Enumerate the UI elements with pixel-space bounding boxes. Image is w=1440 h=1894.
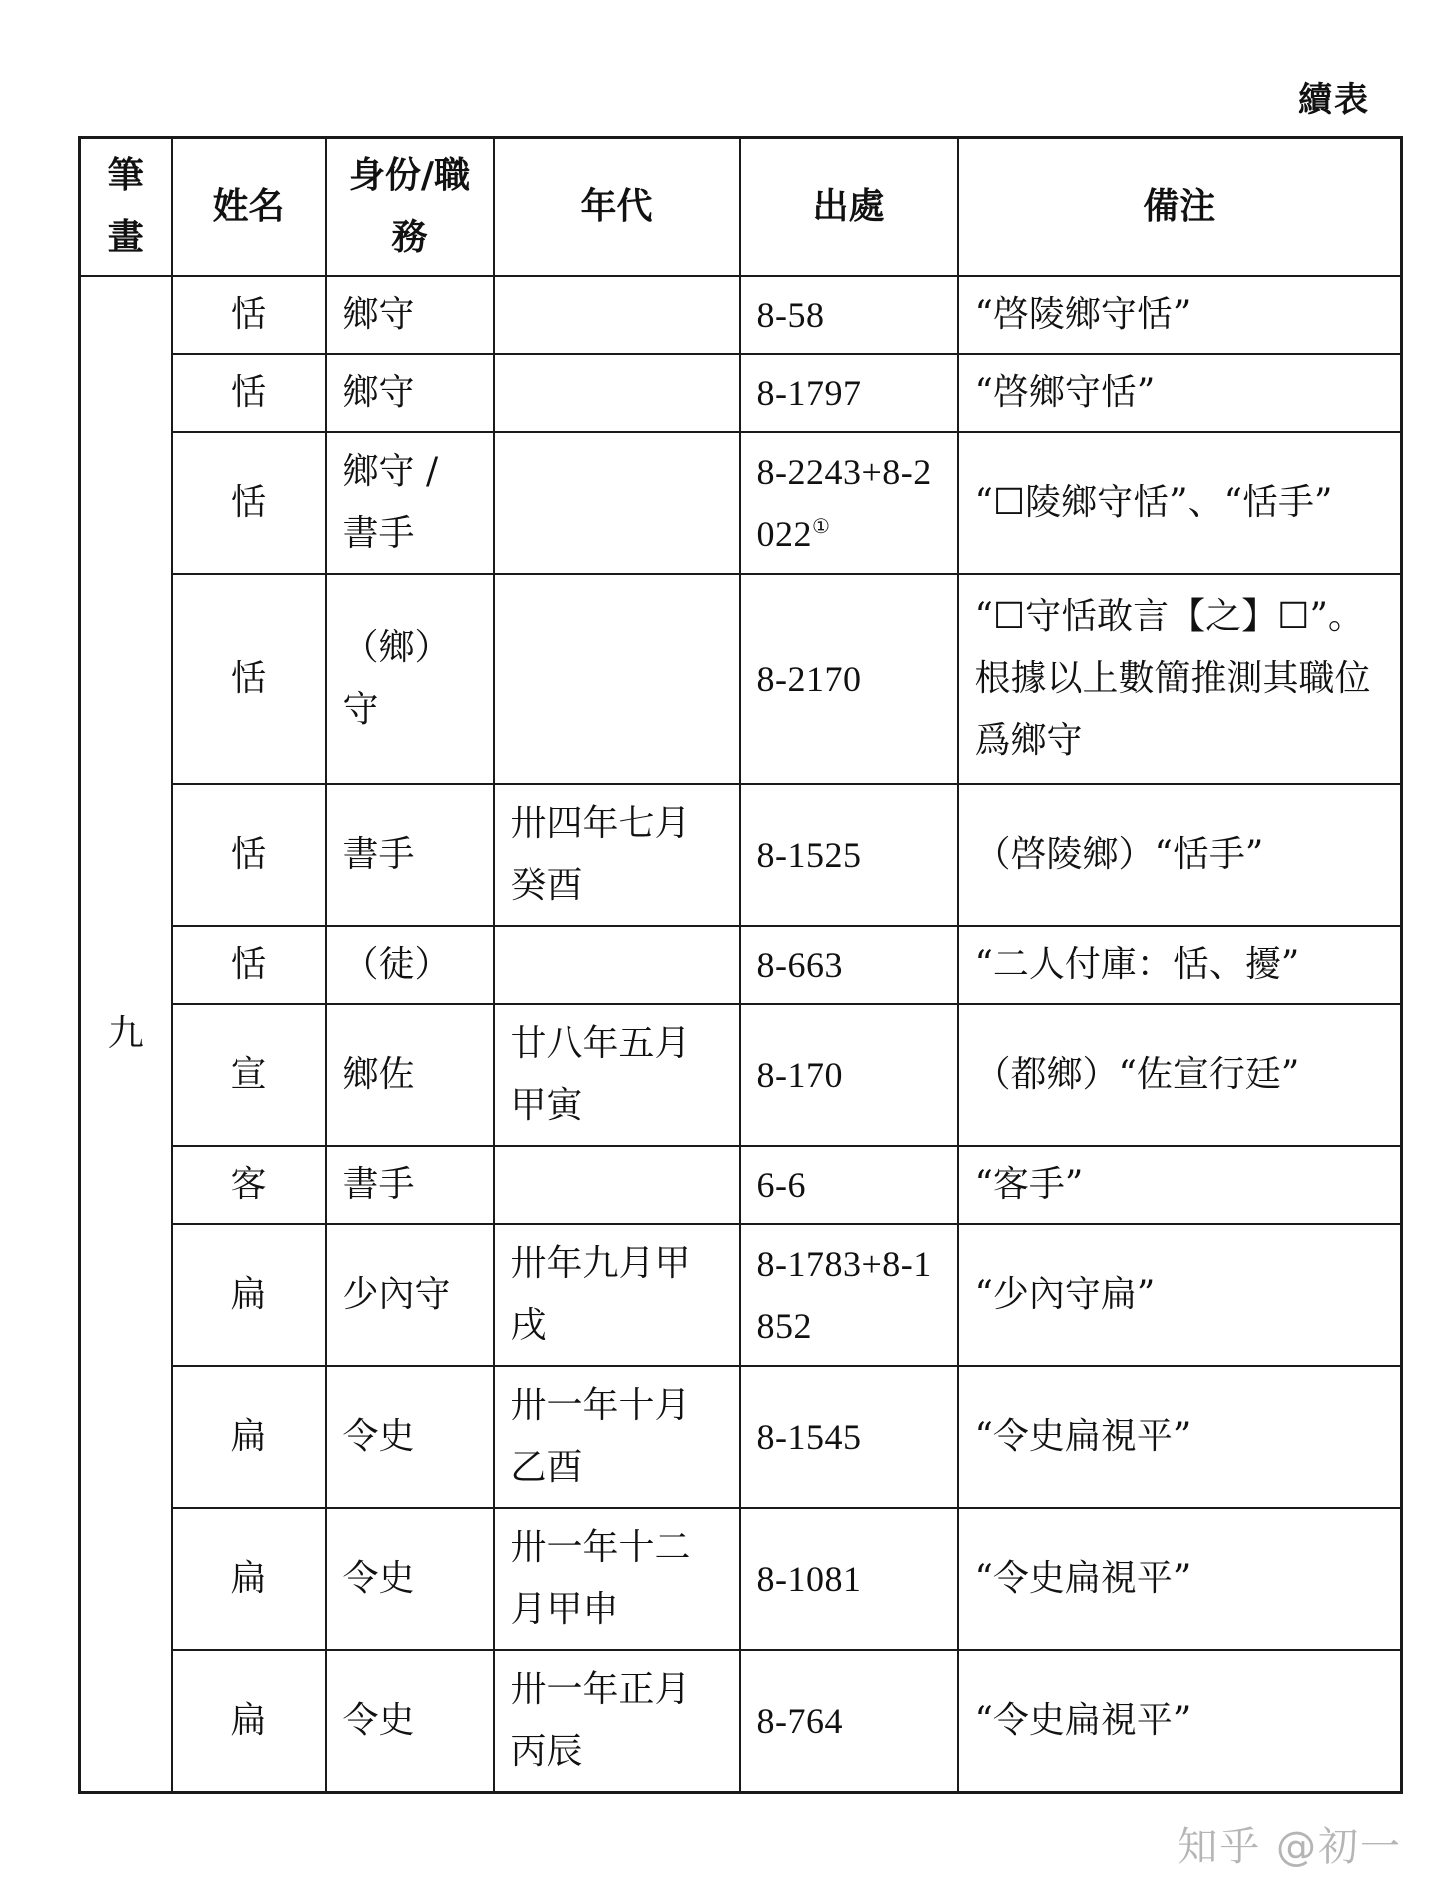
name-cell: 扁 xyxy=(172,1224,326,1366)
table-row xyxy=(80,574,1402,784)
source-cell xyxy=(740,432,958,574)
note-cell: “☐陵鄉守恬”、“恬手” xyxy=(958,432,1402,574)
date-cell: 卅一年十二月甲申 xyxy=(494,1508,740,1650)
continued-table-label: 續表 xyxy=(1298,80,1370,120)
table-header-row xyxy=(80,138,1402,277)
name-cell: 恬 xyxy=(172,574,326,784)
name-cell: 扁 xyxy=(172,1650,326,1792)
role-cell: 令史 xyxy=(326,1366,494,1508)
official-records-table xyxy=(78,136,1403,1794)
source-cell: 8-1783+8-1852 xyxy=(740,1224,958,1366)
date-cell xyxy=(494,354,740,432)
table-row xyxy=(80,1224,1402,1366)
header-name: 姓名 xyxy=(172,138,326,277)
note-cell: （都鄉）“佐宣行廷” xyxy=(958,1004,1402,1146)
table-row xyxy=(80,1146,1402,1224)
table-row xyxy=(80,1508,1402,1650)
source-cell: 8-1545 xyxy=(740,1366,958,1508)
note-cell: “令史扁視平” xyxy=(958,1508,1402,1650)
header-date: 年代 xyxy=(494,138,740,277)
role-cell: 鄉守 / 書手 xyxy=(326,432,494,574)
watermark: 知乎 @初一 xyxy=(1177,1824,1402,1870)
table-row xyxy=(80,1004,1402,1146)
note-cell: “啓鄉守恬” xyxy=(958,354,1402,432)
name-cell: 扁 xyxy=(172,1508,326,1650)
role-cell: （徒） xyxy=(326,926,494,1004)
note-cell: “少內守扁” xyxy=(958,1224,1402,1366)
note-cell: “二人付庫：恬、擾” xyxy=(958,926,1402,1004)
note-cell: “客手” xyxy=(958,1146,1402,1224)
date-cell: 卅四年七月癸酉 xyxy=(494,784,740,926)
name-cell: 扁 xyxy=(172,1366,326,1508)
note-cell: “☐守恬敢言【之】☐”。根據以上數簡推測其職位爲鄉守 xyxy=(958,574,1402,784)
name-cell: 宣 xyxy=(172,1004,326,1146)
source-cell: 8-2170 xyxy=(740,574,958,784)
role-cell: 鄉守 xyxy=(326,276,494,354)
date-cell: 卅一年正月丙辰 xyxy=(494,1650,740,1792)
header-stroke: 筆畫 xyxy=(80,138,172,277)
source-cell: 6-6 xyxy=(740,1146,958,1224)
source-cell: 8-1797 xyxy=(740,354,958,432)
stroke-count-cell: 九 xyxy=(80,276,172,1792)
name-cell: 恬 xyxy=(172,354,326,432)
role-cell: （鄉）守 xyxy=(326,574,494,784)
date-cell xyxy=(494,432,740,574)
source-cell: 8-1525 xyxy=(740,784,958,926)
name-cell: 恬 xyxy=(172,784,326,926)
name-cell: 客 xyxy=(172,1146,326,1224)
date-cell xyxy=(494,926,740,1004)
role-cell: 令史 xyxy=(326,1508,494,1650)
header-role: 身份/職務 xyxy=(326,138,494,277)
table-row xyxy=(80,1650,1402,1792)
date-cell: 卅一年十月乙酉 xyxy=(494,1366,740,1508)
name-cell: 恬 xyxy=(172,926,326,1004)
name-cell: 恬 xyxy=(172,432,326,574)
date-cell xyxy=(494,574,740,784)
footnote-marker: ① xyxy=(812,516,831,538)
source-cell: 8-58 xyxy=(740,276,958,354)
table-row xyxy=(80,432,1402,574)
name-cell: 恬 xyxy=(172,276,326,354)
source-cell: 8-1081 xyxy=(740,1508,958,1650)
date-cell: 廿八年五月甲寅 xyxy=(494,1004,740,1146)
role-cell: 書手 xyxy=(326,1146,494,1224)
note-cell: “令史扁視平” xyxy=(958,1650,1402,1792)
source-text: 8-2243+8-2022 xyxy=(756,452,932,554)
header-note: 備注 xyxy=(958,138,1402,277)
date-cell: 卅年九月甲戌 xyxy=(494,1224,740,1366)
role-cell: 令史 xyxy=(326,1650,494,1792)
table-row xyxy=(80,926,1402,1004)
date-cell xyxy=(494,1146,740,1224)
source-cell: 8-663 xyxy=(740,926,958,1004)
note-cell: “令史扁視平” xyxy=(958,1366,1402,1508)
table-row xyxy=(80,354,1402,432)
role-cell: 少內守 xyxy=(326,1224,494,1366)
note-cell: （啓陵鄉）“恬手” xyxy=(958,784,1402,926)
source-cell: 8-764 xyxy=(740,1650,958,1792)
table-row xyxy=(80,276,1402,354)
role-cell: 鄉守 xyxy=(326,354,494,432)
header-source: 出處 xyxy=(740,138,958,277)
source-cell: 8-170 xyxy=(740,1004,958,1146)
role-cell: 鄉佐 xyxy=(326,1004,494,1146)
date-cell xyxy=(494,276,740,354)
role-cell: 書手 xyxy=(326,784,494,926)
note-cell: “啓陵鄉守恬” xyxy=(958,276,1402,354)
table-row xyxy=(80,1366,1402,1508)
table-row xyxy=(80,784,1402,926)
